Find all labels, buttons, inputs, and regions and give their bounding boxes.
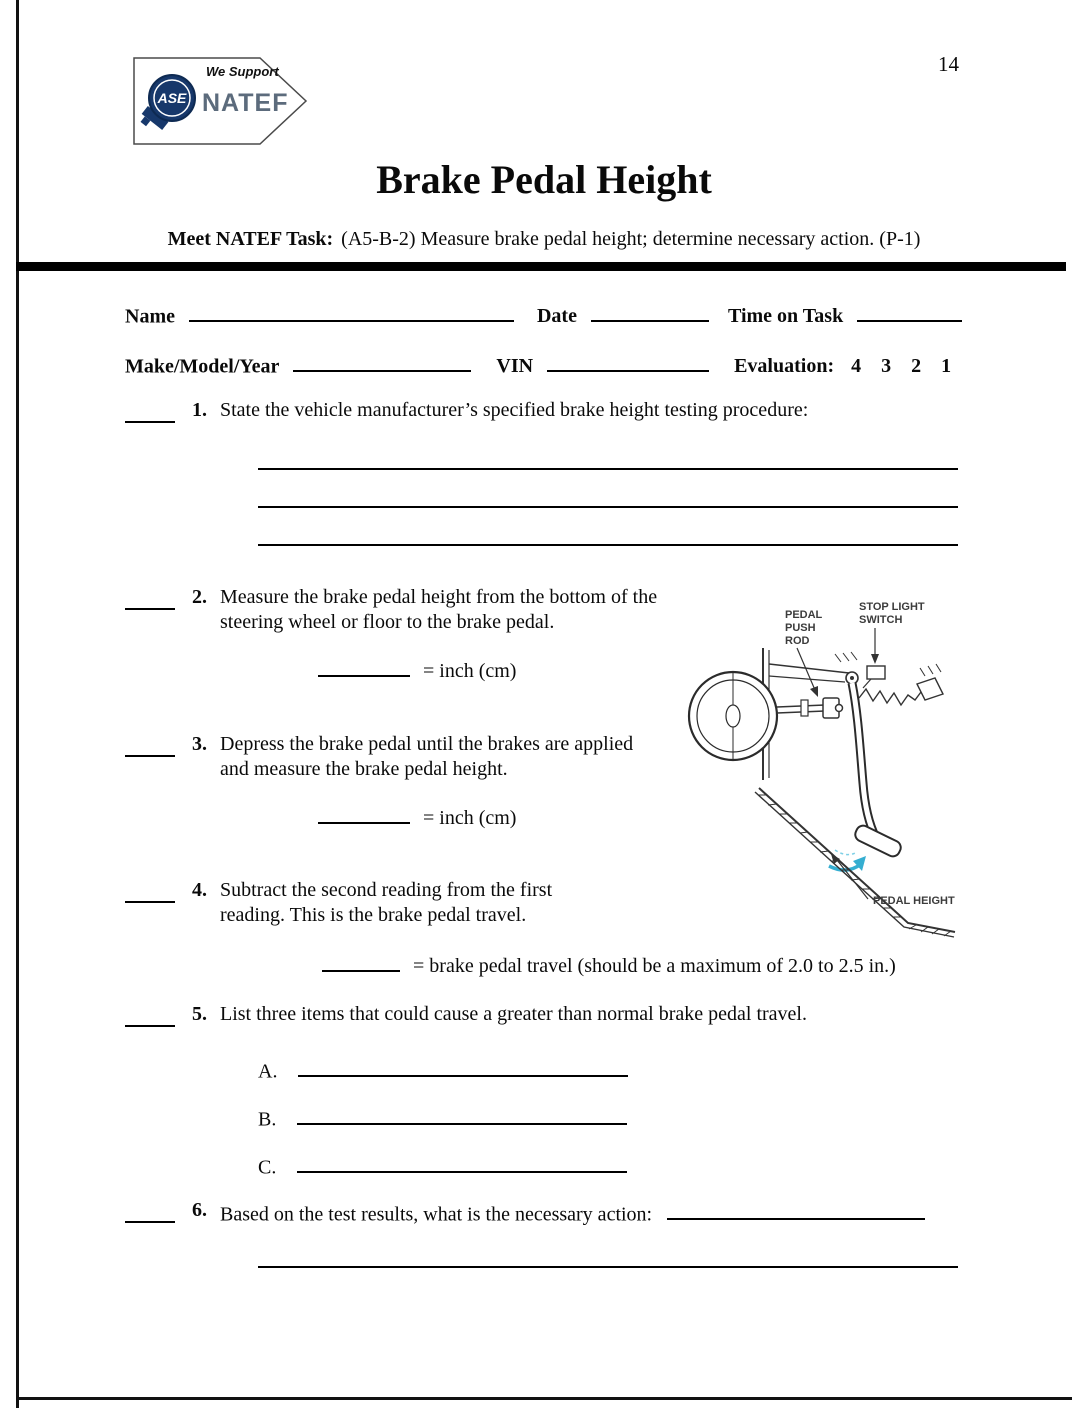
item-5-option-a — [258, 1055, 628, 1083]
item-1-number: 1. — [192, 399, 207, 421]
time-on-task-input-blank[interactable] — [857, 300, 962, 322]
pedal-height-label: PEDAL HEIGHT — [873, 895, 955, 907]
item-1-text: State the vehicle manufacturer’s specified brake height testing procedure: — [220, 399, 809, 421]
header-divider-bar — [16, 262, 1066, 271]
item-3-text: Depress the brake pedal until the brakes are applied and measure the brake pedal height. — [220, 733, 634, 780]
time-on-task-label: Time on Task — [727, 305, 844, 328]
item-5-score-blank[interactable] — [125, 1005, 175, 1027]
stop-light-label-line2: SWITCH — [859, 614, 903, 626]
item-5-text: List three items that could cause a greater than normal brake pedal travel. — [220, 1003, 807, 1025]
item-6-answer-line-2[interactable] — [258, 1266, 958, 1268]
evaluation-values: 4 3 2 1 — [851, 355, 952, 378]
item-4-score-blank[interactable] — [125, 881, 175, 903]
natef-logo — [132, 53, 310, 149]
vin-input-blank[interactable] — [547, 350, 709, 372]
logo-org-name: NATEF — [202, 89, 289, 117]
item-2-answer-row — [318, 655, 516, 683]
pedal-push-rod — [777, 698, 843, 718]
item-3-answer-blank[interactable] — [318, 802, 410, 824]
item-6-answer-blank[interactable] — [667, 1198, 925, 1220]
item-5-option-b — [258, 1103, 627, 1131]
item-4-text: Subtract the second reading from the first reading. This is the brake pedal travel. — [220, 879, 553, 926]
item-6-text: Based on the test results, what is the necessary action: — [220, 1203, 653, 1226]
name-label: Name — [125, 305, 175, 328]
item-2-answer-suffix: = inch (cm) — [423, 660, 517, 683]
item-3-score-blank[interactable] — [125, 735, 175, 757]
item-4-answer-blank[interactable] — [322, 950, 400, 972]
item-1-score-blank[interactable] — [125, 401, 175, 423]
logo-support-text: We Support — [206, 64, 279, 79]
option-c-label: C. — [258, 1156, 277, 1179]
item-1 — [125, 398, 808, 423]
make-model-year-input-blank[interactable] — [293, 350, 471, 372]
form-row-2 — [125, 350, 951, 378]
page-border-bottom — [16, 1397, 1072, 1400]
item-4-number: 4. — [192, 879, 207, 901]
date-label: Date — [536, 305, 577, 328]
form-row-1 — [125, 300, 962, 328]
brake-pedal-arm — [852, 683, 876, 838]
item-3 — [125, 732, 640, 782]
brake-pedal-pad — [853, 823, 903, 858]
item-5-number: 5. — [192, 1003, 207, 1025]
option-a-label: A. — [258, 1060, 278, 1083]
item-2-number: 2. — [192, 586, 207, 608]
item-3-answer-suffix: = inch (cm) — [423, 807, 517, 830]
item-1-answer-line-2[interactable] — [258, 506, 958, 508]
task-text: (A5-B-2) Measure brake pedal height; determine necessary action. (P-1) — [341, 228, 921, 250]
logo-ase-text: ASE — [157, 90, 187, 106]
item-6 — [125, 1198, 990, 1227]
page-title: Brake Pedal Height — [376, 157, 712, 202]
option-b-blank[interactable] — [297, 1103, 627, 1125]
item-2 — [125, 585, 660, 635]
item-1-answer-line-1[interactable] — [258, 468, 958, 470]
item-2-score-blank[interactable] — [125, 588, 175, 610]
brake-booster — [689, 672, 777, 760]
page-border-left — [16, 0, 19, 1408]
item-6-score-blank[interactable] — [125, 1201, 175, 1223]
name-input-blank[interactable] — [189, 300, 514, 322]
vin-label: VIN — [496, 355, 534, 378]
option-b-label: B. — [258, 1108, 277, 1131]
option-a-blank[interactable] — [298, 1055, 628, 1077]
item-4-answer-row — [322, 950, 896, 978]
task-label: Meet NATEF Task: — [167, 228, 334, 250]
item-5 — [125, 1002, 807, 1027]
item-4 — [125, 878, 620, 928]
task-line — [0, 228, 1088, 251]
evaluation-label: Evaluation: — [734, 355, 835, 378]
brake-pedal-diagram — [663, 588, 975, 950]
item-2-answer-blank[interactable] — [318, 655, 410, 677]
push-rod-label-line3: ROD — [785, 635, 810, 647]
return-spring — [859, 689, 921, 705]
item-6-number: 6. — [192, 1199, 207, 1221]
stop-light-switch — [863, 666, 885, 688]
date-input-blank[interactable] — [591, 300, 709, 322]
item-4-answer-suffix: = brake pedal travel (should be a maximum of 2.0 to 2.5 in.) — [413, 955, 896, 978]
make-model-year-label: Make/Model/Year — [125, 355, 280, 378]
stop-light-label-line1: STOP LIGHT — [859, 601, 925, 613]
option-c-blank[interactable] — [297, 1151, 627, 1173]
push-rod-label-line1: PEDAL — [785, 609, 823, 621]
push-rod-label-line2: PUSH — [785, 622, 816, 634]
item-2-text: Measure the brake pedal height from the bottom of the steering wheel or floor to the brake pedal. — [220, 586, 658, 633]
page-number: 14 — [938, 52, 959, 76]
item-5-option-c — [258, 1151, 627, 1179]
item-1-answer-line-3[interactable] — [258, 544, 958, 546]
item-3-answer-row — [318, 802, 516, 830]
item-3-number: 3. — [192, 733, 207, 755]
